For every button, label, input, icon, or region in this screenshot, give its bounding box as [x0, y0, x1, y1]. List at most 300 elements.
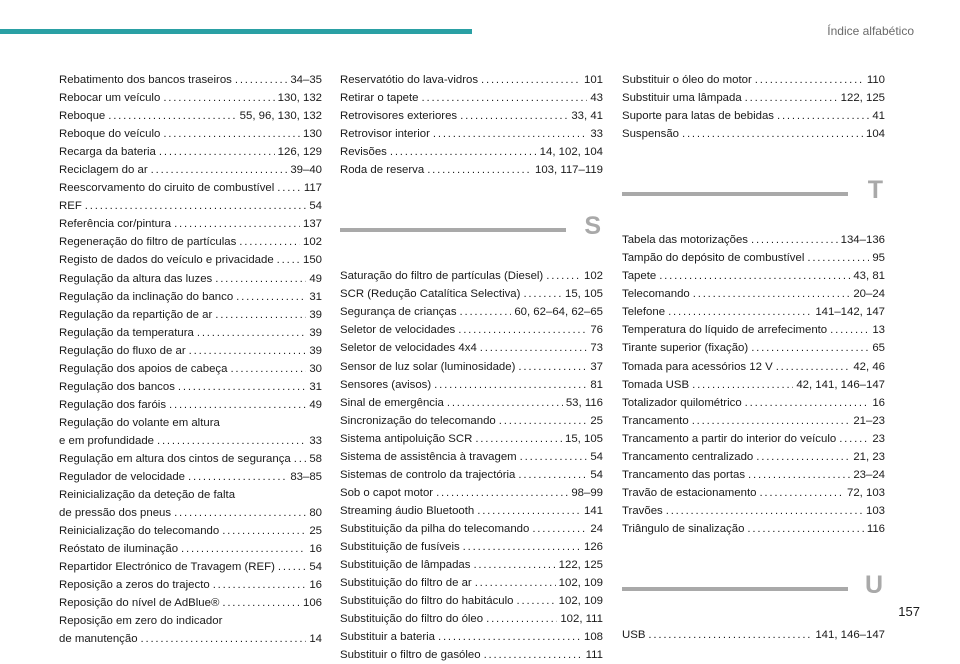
dot-leader — [215, 306, 306, 324]
index-entry-term: Sob o capot motor — [340, 486, 434, 499]
dot-leader — [659, 267, 850, 285]
index-entry-term: Reinicialização da deteção de falta — [59, 489, 236, 502]
dot-leader — [197, 324, 306, 342]
index-entry — [59, 215, 322, 233]
index-entry — [340, 303, 603, 321]
index-entry — [622, 285, 885, 303]
dot-leader — [390, 143, 537, 161]
section-letter: U — [864, 570, 883, 599]
index-entry-term: Repartidor Electrónico de Travagem (REF) — [59, 561, 275, 574]
index-entry-term: Sincronização do telecomando — [340, 414, 496, 427]
index-entry-pages: 102, 111 — [560, 613, 603, 626]
dot-leader — [427, 161, 532, 179]
index-entry-pages: 54 — [309, 200, 322, 213]
index-entry-pages: 25 — [590, 414, 603, 427]
dot-leader — [277, 179, 301, 197]
index-entry — [59, 360, 322, 378]
index-entry-pages: 137 — [302, 218, 322, 231]
index-entry — [59, 179, 322, 197]
dot-leader — [777, 107, 869, 125]
index-entry — [340, 502, 603, 520]
dot-leader — [438, 628, 581, 646]
dot-leader — [169, 396, 306, 414]
index-entry-term: Sistema antipoluição SCR — [340, 432, 473, 445]
index-entry-pages: 58 — [309, 452, 322, 465]
index-entry-pages: 21–23 — [853, 414, 885, 427]
index-entry-term: Sistemas de controlo da trajectória — [340, 468, 516, 481]
index-entry-pages: 98–99 — [571, 486, 603, 499]
index-entry — [622, 321, 885, 339]
dot-leader — [480, 339, 588, 357]
dot-leader — [481, 71, 581, 89]
index-entry-term: de manutenção — [59, 633, 138, 646]
index-entry — [340, 376, 603, 394]
index-entry-term: Regulação da inclinação do banco — [59, 290, 234, 303]
index-entry — [622, 394, 885, 412]
index-entry-pages: 15, 105 — [564, 288, 603, 301]
index-entry-term: Substituição de lâmpadas — [340, 559, 471, 572]
index-entry-term: Saturação do filtro de partículas (Diesel) — [340, 270, 544, 283]
index-entry — [59, 197, 322, 215]
index-entry-term: Reposição em zero do indicador — [59, 615, 223, 628]
dot-leader — [458, 321, 587, 339]
index-entry-pages: 43, 81 — [853, 270, 885, 283]
dot-leader — [436, 484, 568, 502]
index-entry-term: Segurança de crianças — [340, 306, 457, 319]
index-entry — [340, 339, 603, 357]
index-entry-term: Revisões — [340, 146, 387, 159]
dot-leader — [648, 626, 812, 644]
dot-leader — [807, 249, 869, 267]
index-entry-pages: 33, 41 — [571, 110, 603, 123]
index-entry-pages: 49 — [309, 398, 322, 411]
index-column-2 — [340, 71, 603, 664]
index-entry-pages: 122, 125 — [840, 92, 885, 105]
dot-leader — [518, 358, 587, 376]
index-entry — [59, 468, 322, 486]
index-entry — [622, 626, 885, 644]
index-entry-term: Substituição do filtro do habitáculo — [340, 595, 514, 608]
index-entry-pages: 122, 125 — [558, 559, 603, 572]
dot-leader — [776, 358, 851, 376]
index-entry-pages: 60, 62–64, 62–65 — [514, 306, 603, 319]
dot-leader — [236, 288, 306, 306]
index-entry — [340, 358, 603, 376]
dot-leader — [447, 394, 563, 412]
dot-leader — [759, 484, 844, 502]
index-entry-pages: 55, 96, 130, 132 — [239, 110, 322, 123]
index-entry-term: Substituição do filtro de ar — [340, 577, 472, 590]
header-accent-bar — [0, 29, 472, 34]
letter-section-header — [622, 177, 885, 217]
index-entry-pages: 134–136 — [840, 234, 885, 247]
index-entry-pages: 31 — [309, 290, 322, 303]
index-entry-term: Regulação dos apoios de cabeça — [59, 362, 228, 375]
index-entry-term: Suporte para latas de bebidas — [622, 110, 774, 123]
dot-leader — [163, 125, 300, 143]
index-entry-pages: 81 — [590, 378, 603, 391]
index-entry — [340, 448, 603, 466]
dot-leader — [278, 558, 306, 576]
index-entry-term: Seletor de velocidades — [340, 324, 456, 337]
index-entry-term: Rebatimento dos bancos traseiros — [59, 74, 232, 86]
dot-leader — [460, 303, 512, 321]
index-entry-term: Tirante superior (fixação) — [622, 342, 749, 355]
index-entry-pages: 16 — [309, 579, 322, 592]
dot-leader — [157, 432, 306, 450]
index-entry — [622, 125, 885, 143]
index-entry-pages: 141–142, 147 — [815, 306, 885, 319]
index-entry-term: Referência cor/pintura — [59, 218, 172, 231]
index-entry-pages: 20–24 — [853, 288, 885, 301]
index-entry — [59, 396, 322, 414]
index-entry — [622, 71, 885, 89]
dot-leader — [693, 285, 851, 303]
index-entry — [340, 574, 603, 592]
index-entry-term: Tapete — [622, 270, 657, 283]
index-entry-pages: 102, 109 — [558, 577, 603, 590]
dot-leader — [692, 412, 851, 430]
dot-leader — [668, 303, 812, 321]
index-entry-term: Regulação do volante em altura — [59, 416, 220, 429]
index-entry-term: Streaming áudio Bluetooth — [340, 504, 475, 517]
index-entry-term: Regulação da repartição de ar — [59, 308, 213, 321]
index-entry — [340, 285, 603, 303]
index-entry — [622, 231, 885, 249]
index-entry — [59, 540, 322, 558]
dot-leader — [188, 468, 287, 486]
dot-leader — [174, 215, 300, 233]
index-entry-term: Tabela das motorizações — [622, 234, 748, 247]
index-entry-term: Tomada para acessórios 12 V — [622, 360, 773, 373]
index-entry-pages: 72, 103 — [846, 486, 885, 499]
index-entry — [59, 125, 322, 143]
index-entry-pages: 23–24 — [853, 468, 885, 481]
index-entry-pages: 39 — [309, 344, 322, 357]
index-entry-pages: 42, 141, 146–147 — [796, 378, 885, 391]
index-entry-term: Regulação dos faróis — [59, 398, 167, 411]
index-entry-term: Triângulo de sinalização — [622, 522, 745, 535]
index-entry — [622, 303, 885, 321]
index-entry-pages: 130 — [302, 128, 322, 141]
index-entry — [59, 251, 322, 269]
dot-leader — [222, 522, 306, 540]
index-entry — [340, 107, 603, 125]
index-entry-pages: 102, 109 — [558, 595, 603, 608]
index-entry-pages: 54 — [590, 468, 603, 481]
index-entry — [340, 161, 603, 179]
index-entry-pages: 141, 146–147 — [815, 628, 885, 641]
index-entry-pages: 150 — [302, 254, 322, 267]
index-entry-term: Totalizador quilométrico — [622, 396, 742, 409]
index-entry-term: Regulação da altura das luzes — [59, 272, 213, 285]
dot-leader — [151, 161, 288, 179]
index-entry-term: Trancamento centralizado — [622, 450, 754, 463]
index-entry-term: Substituir o óleo do motor — [622, 74, 752, 86]
index-entry-pages: 103, 117–119 — [535, 164, 603, 177]
index-entry — [340, 592, 603, 610]
dot-leader — [239, 233, 300, 251]
dot-leader — [141, 630, 307, 648]
dot-leader — [475, 574, 556, 592]
dot-leader — [756, 448, 850, 466]
section-divider — [622, 192, 848, 196]
index-entry-term: Registo de dados do veículo e privacidade — [59, 254, 274, 267]
page-header-title: Índice alfabético — [827, 24, 914, 38]
index-entry-pages: 54 — [309, 561, 322, 574]
index-entry-pages: 80 — [309, 507, 322, 520]
index-entry — [340, 466, 603, 484]
index-entry-term: Suspensão — [622, 128, 679, 141]
index-entry — [59, 612, 322, 648]
index-entry-term: Retirar o tapete — [340, 92, 419, 105]
index-entry — [622, 484, 885, 502]
index-entry-pages: 14, 102, 104 — [539, 146, 603, 159]
index-entry-term: Regulação dos bancos — [59, 380, 175, 393]
index-column-1 — [59, 71, 322, 649]
index-entry — [340, 89, 603, 107]
index-entry-term: Regulador de velocidade — [59, 471, 186, 484]
index-entry-term: Recarga da bateria — [59, 146, 156, 159]
index-entry — [59, 378, 322, 396]
index-entry-pages: 43 — [590, 92, 603, 105]
letter-section-header — [340, 213, 603, 253]
index-entry — [340, 646, 603, 664]
index-entry-pages: 110 — [866, 74, 885, 86]
dot-leader — [692, 376, 793, 394]
index-entry-pages: 101 — [583, 74, 603, 86]
index-entry — [340, 484, 603, 502]
index-entry-pages: 16 — [309, 543, 322, 556]
index-entry — [340, 143, 603, 161]
index-entry — [59, 71, 322, 89]
index-entry — [622, 376, 885, 394]
index-entry-pages: 33 — [590, 128, 603, 141]
index-entry — [59, 594, 322, 612]
index-entry — [622, 107, 885, 125]
index-entry — [622, 520, 885, 538]
index-entry-term: Regulação em altura dos cintos de segurança — [59, 452, 291, 465]
section-letter: T — [867, 176, 883, 205]
index-entry — [59, 161, 322, 179]
index-entry-term: Seletor de velocidades 4x4 — [340, 342, 477, 355]
index-entry — [59, 89, 322, 107]
index-entry-pages: 42, 46 — [853, 360, 885, 373]
index-entry-pages: 39 — [309, 308, 322, 321]
index-entry — [340, 125, 603, 143]
dot-leader — [546, 267, 581, 285]
index-entry — [59, 107, 322, 125]
dot-leader — [473, 556, 555, 574]
index-entry-term: Retrovisor interior — [340, 128, 430, 141]
index-entry-term: Sinal de emergência — [340, 396, 444, 409]
dot-leader — [518, 466, 587, 484]
index-entry — [622, 466, 885, 484]
index-entry — [622, 339, 885, 357]
index-entry-term: de pressão dos pneus — [59, 507, 172, 520]
index-entry-term: Trancamento das portas — [622, 468, 746, 481]
index-entry — [340, 267, 603, 285]
dot-leader — [213, 576, 307, 594]
index-entry-term: Substituição do filtro do óleo — [340, 613, 484, 626]
index-entry — [340, 520, 603, 538]
index-entry-pages: 83–85 — [290, 471, 322, 484]
index-entry-term: SCR (Redução Catalítica Selectiva) — [340, 288, 521, 301]
index-entry-term: Trancamento a partir do interior do veículo — [622, 432, 837, 445]
index-entry-pages: 126 — [583, 540, 603, 553]
index-entry-pages: 126, 129 — [277, 146, 322, 159]
dot-leader — [523, 285, 562, 303]
index-entry-term: Sensores (avisos) — [340, 378, 432, 391]
dot-leader — [433, 125, 587, 143]
index-entry-term: Substituir o filtro de gasóleo — [340, 649, 481, 662]
index-entry-term: USB — [622, 628, 646, 641]
index-entry-term: Substituir a bateria — [340, 631, 435, 644]
index-entry-pages: 117 — [303, 182, 322, 195]
index-entry — [59, 143, 322, 161]
dot-leader — [748, 466, 850, 484]
dot-leader — [189, 342, 307, 360]
dot-leader — [747, 520, 863, 538]
dot-leader — [745, 89, 838, 107]
dot-leader — [475, 430, 562, 448]
index-entry-pages: 30 — [309, 362, 322, 375]
index-entry-term: Reciclagem do ar — [59, 164, 148, 177]
index-entry — [59, 324, 322, 342]
dot-leader — [751, 231, 838, 249]
index-entry-pages: 23 — [872, 432, 885, 445]
dot-leader — [755, 71, 864, 89]
index-entry-pages: 31 — [309, 380, 322, 393]
index-entry-term: Travão de estacionamento — [622, 486, 757, 499]
index-entry — [340, 394, 603, 412]
index-entry — [622, 249, 885, 267]
dot-leader — [830, 321, 869, 339]
index-entry-term: Substituição de fusíveis — [340, 540, 460, 553]
index-entry-pages: 24 — [590, 522, 603, 535]
dot-leader — [163, 89, 274, 107]
dot-leader — [499, 412, 588, 430]
index-entry — [59, 288, 322, 306]
index-entry-term: Tampão do depósito de combustível — [622, 252, 805, 265]
index-entry-term: Sensor de luz solar (luminosidade) — [340, 360, 516, 373]
index-entry — [59, 306, 322, 324]
index-entry — [340, 412, 603, 430]
index-entry-term: Sistema de assistência à travagem — [340, 450, 517, 463]
index-entry — [59, 558, 322, 576]
index-entry — [622, 267, 885, 285]
index-entry-pages: 95 — [872, 252, 885, 265]
dot-leader — [520, 448, 588, 466]
index-entry-term: Reboque do veículo — [59, 128, 161, 141]
index-entry-pages: 41 — [872, 110, 885, 123]
dot-leader — [477, 502, 581, 520]
index-entry-term: Trancamento — [622, 414, 689, 427]
index-entry — [59, 486, 322, 522]
index-entry-pages: 49 — [309, 272, 322, 285]
dot-leader — [460, 107, 568, 125]
index-entry-pages: 14 — [309, 633, 322, 646]
dot-leader — [235, 71, 287, 89]
index-entry — [340, 538, 603, 556]
section-letter: S — [584, 212, 601, 241]
index-entry-term: Regulação do fluxo de ar — [59, 344, 186, 357]
index-entry-term: Reposição a zeros do trajecto — [59, 579, 210, 592]
index-entry-pages: 15, 105 — [564, 432, 603, 445]
dot-leader — [215, 270, 306, 288]
index-entry-pages: 37 — [590, 360, 603, 373]
index-entry — [59, 450, 322, 468]
letter-section-header — [622, 572, 885, 612]
index-entry-term: Travões — [622, 504, 663, 517]
index-entry-term: REF — [59, 200, 82, 213]
index-entry-pages: 73 — [590, 342, 603, 355]
index-entry-term: Reinicialização do telecomando — [59, 525, 220, 538]
index-entry-term: Telecomando — [622, 288, 690, 301]
dot-leader — [422, 89, 588, 107]
dot-leader — [174, 504, 306, 522]
index-entry-term: Roda de reserva — [340, 164, 425, 177]
index-entry-term: Regeneração do filtro de partículas — [59, 236, 237, 249]
index-entry-pages: 53, 116 — [565, 396, 603, 409]
index-entry — [59, 342, 322, 360]
dot-leader — [751, 339, 869, 357]
dot-leader — [682, 125, 863, 143]
index-entry-term: Regulação da temperatura — [59, 326, 194, 339]
index-entry — [340, 556, 603, 574]
index-entry-pages: 16 — [872, 396, 885, 409]
index-column-3 — [622, 71, 885, 644]
index-entry — [340, 430, 603, 448]
index-entry-term: Reposição do nível de AdBlue® — [59, 597, 220, 610]
dot-leader — [517, 592, 556, 610]
index-entry-pages: 65 — [872, 342, 885, 355]
index-entry-pages: 104 — [865, 128, 885, 141]
dot-leader — [85, 197, 307, 215]
dot-leader — [277, 251, 300, 269]
index-entry — [340, 628, 603, 646]
dot-leader — [666, 502, 863, 520]
index-entry — [59, 414, 322, 450]
index-entry — [622, 358, 885, 376]
index-entry — [622, 412, 885, 430]
index-entry-pages: 116 — [866, 522, 885, 535]
dot-leader — [159, 143, 275, 161]
index-entry-term: Reóstato de iluminação — [59, 543, 179, 556]
index-entry-pages: 108 — [583, 631, 603, 644]
dot-leader — [294, 450, 307, 468]
index-entry-pages: 34–35 — [290, 74, 322, 86]
index-entry — [59, 576, 322, 594]
index-entry-term: Reescorvamento do ciruito de combustível — [59, 182, 275, 195]
dot-leader — [230, 360, 306, 378]
index-entry-pages: 54 — [590, 450, 603, 463]
index-entry-pages: 111 — [585, 649, 603, 662]
index-entry-pages: 13 — [872, 324, 885, 337]
section-divider — [622, 587, 848, 591]
dot-leader — [463, 538, 581, 556]
dot-leader — [839, 430, 869, 448]
dot-leader — [222, 594, 300, 612]
index-entry — [340, 610, 603, 628]
index-entry-pages: 103 — [865, 504, 885, 517]
index-entry-term: Reboque — [59, 110, 106, 123]
dot-leader — [484, 646, 583, 664]
index-entry-pages: 39–40 — [290, 164, 322, 177]
index-entry-term: e em profundidade — [59, 434, 154, 447]
index-entry — [622, 502, 885, 520]
index-entry-pages: 141 — [583, 504, 603, 517]
